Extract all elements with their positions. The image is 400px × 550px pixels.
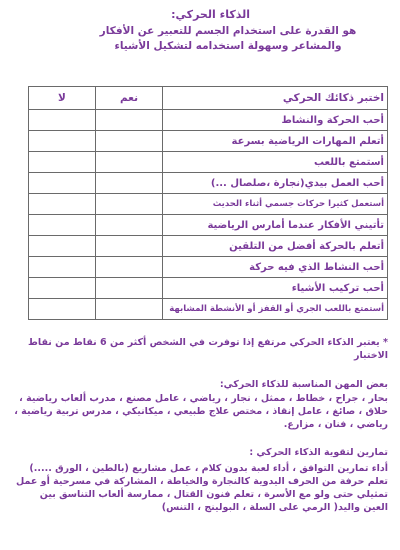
header-item: اختبر ذكائك الحركي (163, 87, 388, 110)
row-statement: أستعمل كثيرا حركات جسمي أثناء الحديث (163, 194, 388, 215)
table-row (29, 299, 388, 320)
row-statement: أحب النشاط الذي فيه حركة (163, 257, 388, 278)
table-row (29, 173, 388, 194)
row-statement: أحب العمل بيدي(نجارة ،صلصال ...) (163, 173, 388, 194)
yes-cell[interactable] (95, 278, 162, 299)
table-header-row (29, 87, 388, 110)
no-cell[interactable] (29, 131, 96, 152)
yes-cell[interactable] (95, 110, 162, 131)
no-cell[interactable] (29, 236, 96, 257)
yes-cell[interactable] (95, 194, 162, 215)
yes-cell[interactable] (95, 152, 162, 173)
table-row (29, 152, 388, 173)
row-statement: أحب تركيب الأشياء (163, 278, 388, 299)
no-cell[interactable] (29, 299, 96, 320)
exercise-item: تعلم حرفة من الحرف اليدوية كالنجارة والخياطة ، المشاركة في مسرحية أو عمل تمثيلي حتى ولو مع الأسرة ، تعلم فنون القتال ، ممارسة ألعاب التناسق بين العين واليد( الرمي على السلة ، البولينج ، التنس) (16, 476, 388, 513)
yes-cell[interactable] (95, 236, 162, 257)
no-cell[interactable] (29, 278, 96, 299)
table-row (29, 110, 388, 131)
no-cell[interactable] (29, 257, 96, 278)
table-row (29, 194, 388, 215)
table-row (29, 236, 388, 257)
row-statement: أحب الحركة والنشاط (163, 110, 388, 131)
row-statement: تأتيني الأفكار عندما أمارس الرياضية (163, 215, 388, 236)
table-row (29, 257, 388, 278)
yes-cell[interactable] (95, 131, 162, 152)
definition-text: هو القدرة على استخدام الجسم للتعبير عن الأفكار والمشاعر وسهولة استخدامه لتشكيل الأشياء (99, 25, 357, 52)
table-row (29, 131, 388, 152)
yes-cell[interactable] (95, 215, 162, 236)
yes-cell[interactable] (95, 257, 162, 278)
row-statement: أتعلم بالحركة أفضل من التلقين (163, 236, 388, 257)
table-row (29, 278, 388, 299)
no-cell[interactable] (29, 194, 96, 215)
no-cell[interactable] (29, 152, 96, 173)
exercises-list (12, 462, 388, 514)
table-row (29, 215, 388, 236)
exercises-heading: تمارين لتقوية الذكاء الحركي : (249, 447, 388, 458)
yes-cell[interactable] (95, 173, 162, 194)
jobs-text: بحار ، جراح ، خطاط ، ممثل ، نجار ، رياضي ، عامل مصنع ، مدرب ألعاب رياضية ، حلاق ، صائغ ، عامل إنقاذ ، مختص علاج طبيعي ، ميكانيكي ، مدرس تربية رياضية ، رياضي ، فنان ، مزارع. (14, 393, 388, 430)
header-no: لا (29, 87, 96, 110)
yes-cell[interactable] (95, 299, 162, 320)
no-cell[interactable] (29, 215, 96, 236)
no-cell[interactable] (29, 110, 96, 131)
row-statement: أستمتع باللعب الجري أو القفز أو الأنشطة المشابهة (163, 299, 388, 320)
self-test-table (28, 86, 388, 320)
row-statement: أستمتع باللعب (163, 152, 388, 173)
no-cell[interactable] (29, 173, 96, 194)
jobs-heading: بعض المهن المناسبة للذكاء الحركي: (219, 379, 388, 390)
page-title: الذكاء الحركي: (171, 8, 250, 21)
exercise-item: أداء تمارين التوافق ، أداء لعبة بدون كلام ، عمل مشاريع (بالطين ، الورق .....) (29, 463, 388, 474)
row-statement: أتعلم المهارات الرياضية بسرعة (163, 131, 388, 152)
header-yes: نعم (95, 87, 162, 110)
scoring-note: * يعتبر الذكاء الحركي مرتفع إذا توفرت في الشخص أكثر من 6 نقاط من نقاط الاختبار (28, 337, 388, 361)
